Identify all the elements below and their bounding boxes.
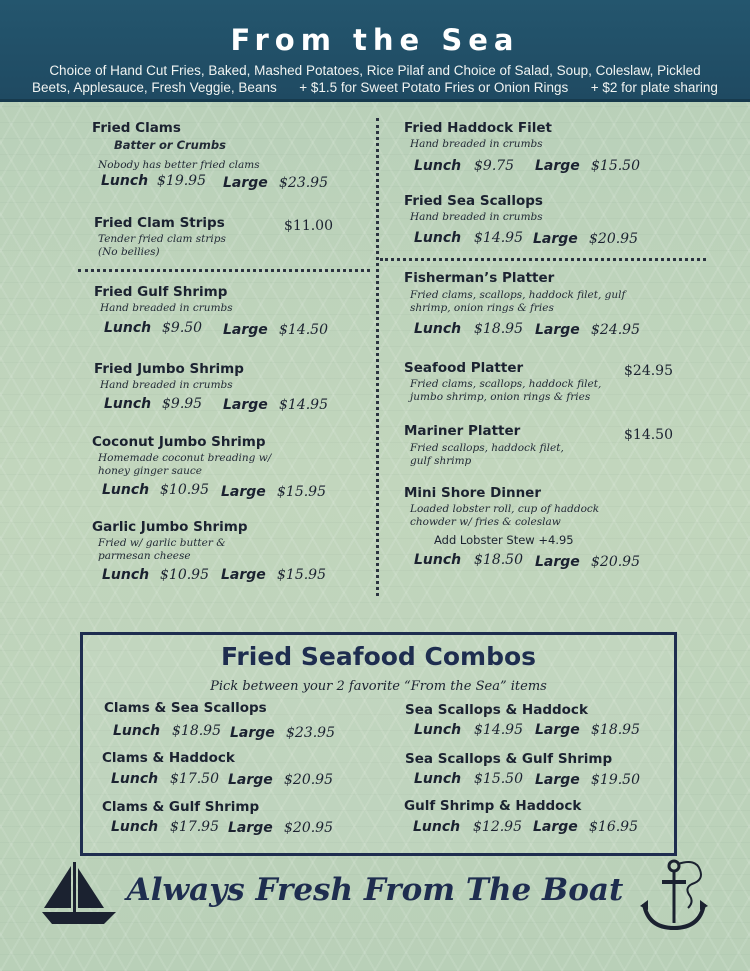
lunch-label: Lunch <box>414 321 462 337</box>
lunch-label: Lunch <box>111 819 159 835</box>
lunch-price: $10.95 <box>160 567 209 583</box>
item-price: $14.50 <box>624 427 673 443</box>
item-description: Hand breaded in crumbs <box>410 211 543 223</box>
item-description: Fried w/ garlic butter & <box>98 537 226 549</box>
lunch-price: $17.95 <box>170 819 219 835</box>
item-description: Nobody has better fried clams <box>98 159 260 171</box>
lunch-label: Lunch <box>414 158 462 174</box>
lunch-label: Lunch <box>414 230 462 246</box>
item-description: gulf shrimp <box>410 455 472 467</box>
lunch-price: $9.95 <box>162 396 203 412</box>
item-name: Fried Clams <box>92 120 181 136</box>
large-label: Large <box>223 397 268 413</box>
large-label: Large <box>230 725 275 741</box>
item-description: Fried clams, scallops, haddock filet, gulf <box>410 289 626 301</box>
large-label: Large <box>221 484 266 500</box>
item-price: $11.00 <box>284 218 333 234</box>
lunch-price: $18.95 <box>172 723 221 739</box>
item-description: Homemade coconut breading w/ <box>98 452 272 464</box>
item-description: Fried scallops, haddock filet, <box>410 442 564 454</box>
large-label: Large <box>228 772 273 788</box>
large-price: $14.95 <box>279 397 328 413</box>
large-label: Large <box>228 820 273 836</box>
large-label: Large <box>535 772 580 788</box>
item-name: Garlic Jumbo Shrimp <box>92 519 248 535</box>
item-description: jumbo shrimp, onion rings & fries <box>410 391 591 403</box>
combo-name: Gulf Shrimp & Haddock <box>404 798 582 814</box>
lunch-price: $17.50 <box>170 771 219 787</box>
lunch-label: Lunch <box>111 771 159 787</box>
column-divider <box>376 118 379 596</box>
large-price: $18.95 <box>591 722 640 738</box>
item-name: Mariner Platter <box>404 423 521 439</box>
lunch-label: Lunch <box>102 567 150 583</box>
lunch-price: $12.95 <box>473 819 522 835</box>
lunch-label: Lunch <box>413 819 461 835</box>
large-price: $20.95 <box>589 231 638 247</box>
large-label: Large <box>535 322 580 338</box>
lunch-price: $14.95 <box>474 722 523 738</box>
item-name: Fried Sea Scallops <box>404 193 543 209</box>
item-name: Coconut Jumbo Shrimp <box>92 434 266 450</box>
combo-name: Clams & Haddock <box>102 750 235 766</box>
footer-slogan: Always Fresh From The Boat <box>126 872 624 908</box>
large-price: $20.95 <box>284 772 333 788</box>
combos-subtitle: Pick between your 2 favorite “From the Sea” items <box>210 679 547 694</box>
large-label: Large <box>223 175 268 191</box>
header-banner <box>0 0 750 102</box>
lunch-price: $9.50 <box>162 320 203 336</box>
item-name: Fried Haddock Filet <box>404 120 552 136</box>
large-label: Large <box>221 567 266 583</box>
page-title: From the Sea <box>230 23 520 57</box>
left-section-divider <box>78 269 370 272</box>
lunch-label: Lunch <box>414 771 462 787</box>
lunch-price: $14.95 <box>474 230 523 246</box>
lunch-price: $18.95 <box>474 321 523 337</box>
large-label: Large <box>535 554 580 570</box>
lunch-price: $9.75 <box>474 158 515 174</box>
lunch-price: $19.95 <box>157 173 206 189</box>
large-price: $19.50 <box>591 772 640 788</box>
item-name: Mini Shore Dinner <box>404 485 541 501</box>
combos-title: Fried Seafood Combos <box>220 642 537 671</box>
large-price: $24.95 <box>591 322 640 338</box>
combo-name: Clams & Sea Scallops <box>104 700 267 716</box>
item-name: Fried Clam Strips <box>94 215 225 231</box>
large-label: Large <box>535 722 580 738</box>
item-description: Hand breaded in crumbs <box>100 379 233 391</box>
large-price: $20.95 <box>591 554 640 570</box>
item-description: chowder w/ fries & coleslaw <box>410 516 561 528</box>
lunch-label: Lunch <box>414 722 462 738</box>
combo-name: Clams & Gulf Shrimp <box>102 799 260 815</box>
item-description: Loaded lobster roll, cup of haddock <box>410 503 600 515</box>
combo-name: Sea Scallops & Gulf Shrimp <box>405 751 613 767</box>
item-description: Hand breaded in crumbs <box>100 302 233 314</box>
lunch-label: Lunch <box>104 396 152 412</box>
large-label: Large <box>535 158 580 174</box>
large-price: $15.95 <box>277 567 326 583</box>
item-name: Seafood Platter <box>404 360 524 376</box>
lunch-label: Lunch <box>102 482 150 498</box>
sides-line-2: Beets, Applesauce, Fresh Veggie, Beans + $1.5 for Sweet Potato Fries or Onion Rings + $2 for plate sharing <box>32 80 718 95</box>
large-price: $15.50 <box>591 158 640 174</box>
combo-name: Sea Scallops & Haddock <box>405 702 588 718</box>
lunch-price: $18.50 <box>474 552 523 568</box>
lunch-label: Lunch <box>113 723 161 739</box>
sides-line-1: Choice of Hand Cut Fries, Baked, Mashed Potatoes, Rice Pilaf and Choice of Salad, Soup, Coleslaw, Pickled <box>49 63 701 78</box>
item-name: Fried Gulf Shrimp <box>94 284 228 300</box>
large-price: $15.95 <box>277 484 326 500</box>
item-description: (No bellies) <box>98 246 160 258</box>
item-description: Fried clams, scallops, haddock filet, <box>410 378 602 390</box>
large-label: Large <box>533 231 578 247</box>
item-name: Fried Jumbo Shrimp <box>94 361 244 377</box>
lunch-label: Lunch <box>414 552 462 568</box>
item-description: Tender fried clam strips <box>98 233 226 245</box>
item-description: shrimp, onion rings & fries <box>410 302 554 314</box>
lunch-label: Lunch <box>104 320 152 336</box>
item-description: Hand breaded in crumbs <box>410 138 543 150</box>
item-option: Batter or Crumbs <box>114 138 226 152</box>
large-price: $16.95 <box>589 819 638 835</box>
large-price: $20.95 <box>284 820 333 836</box>
lunch-label: Lunch <box>101 173 149 189</box>
item-description: parmesan cheese <box>98 550 191 562</box>
lunch-price: $15.50 <box>474 771 523 787</box>
large-price: $23.95 <box>286 725 335 741</box>
item-addon: Add Lobster Stew +4.95 <box>434 533 574 547</box>
item-description: honey ginger sauce <box>98 465 202 477</box>
large-label: Large <box>223 322 268 338</box>
large-label: Large <box>533 819 578 835</box>
large-price: $23.95 <box>279 175 328 191</box>
large-price: $14.50 <box>279 322 328 338</box>
item-price: $24.95 <box>624 363 673 379</box>
right-section-divider <box>380 258 706 261</box>
item-name: Fisherman’s Platter <box>404 270 555 286</box>
anchor-icon <box>634 856 714 936</box>
lunch-price: $10.95 <box>160 482 209 498</box>
